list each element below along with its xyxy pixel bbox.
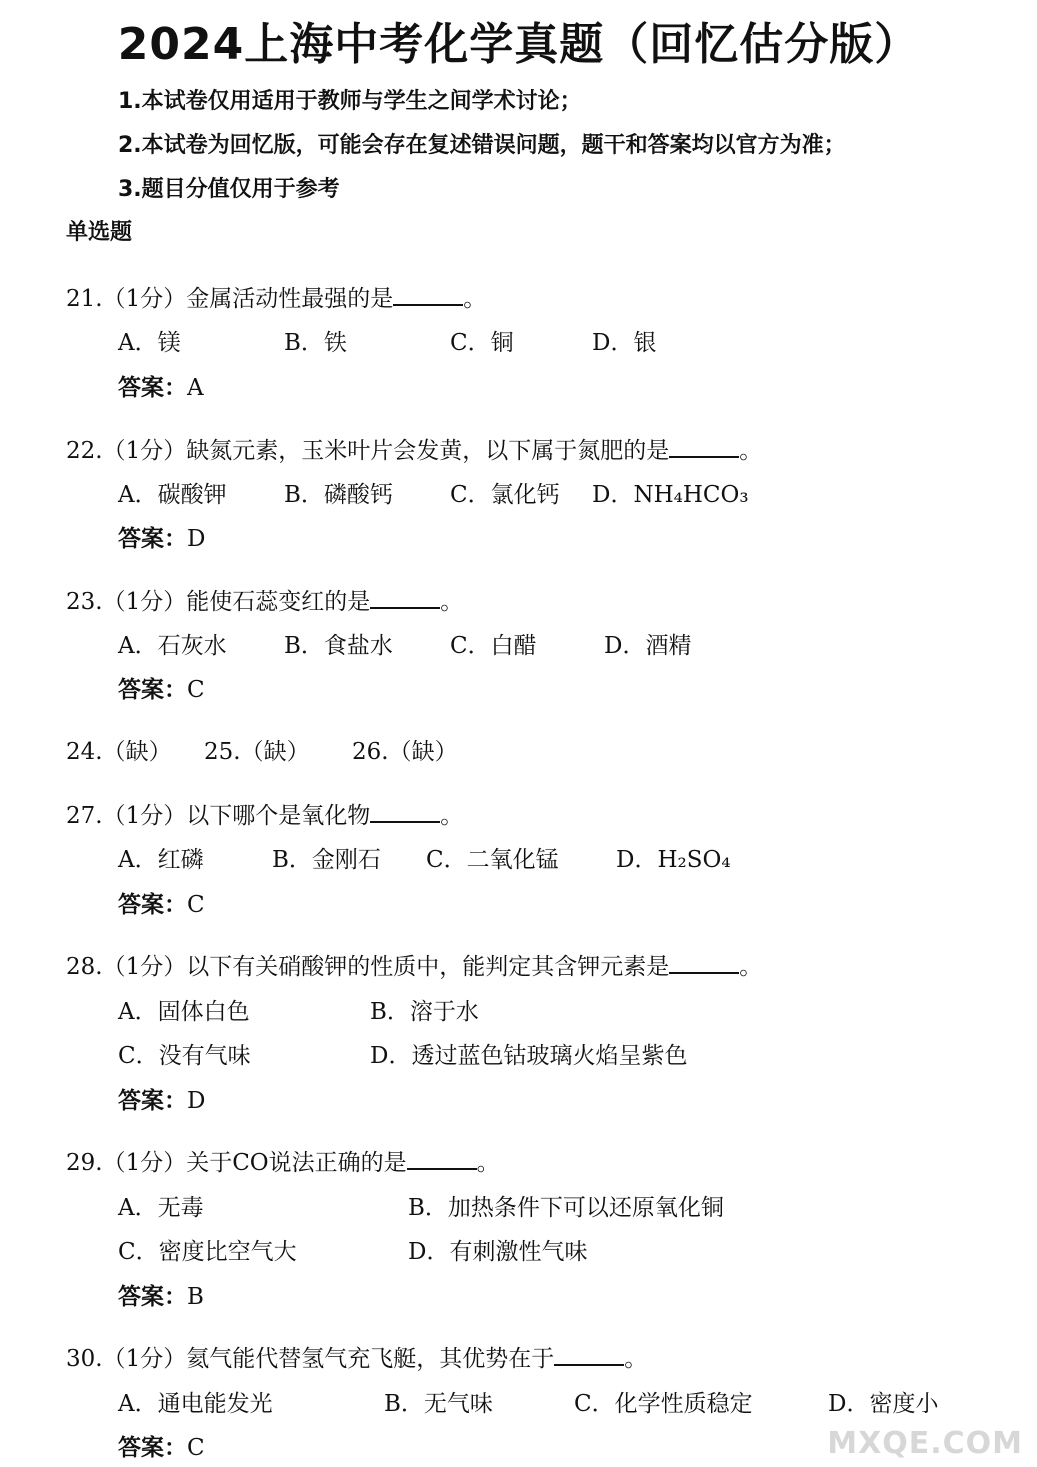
question-28-option-d: D．透过蓝色钴玻璃火焰呈紫色 [370, 1043, 688, 1069]
answer-blank [554, 1344, 624, 1366]
answer-blank [669, 436, 739, 458]
question-21-stem: 21.（1分）金属活动性最强的是 。 [66, 286, 487, 312]
question-29-option-d: D．有刺激性气味 [408, 1239, 588, 1265]
notice-1: 1.本试卷仅用适用于教师与学生之间学术讨论； [118, 89, 582, 114]
question-21-option-d: D．银 [592, 330, 657, 356]
question-28-answer: 答案：D [118, 1088, 206, 1114]
answer-blank [407, 1148, 477, 1170]
question-23-option-c: C．白醋 [450, 633, 537, 659]
question-21-option-a: A．镁 [118, 330, 181, 356]
answer-blank [669, 952, 739, 974]
answer-blank [370, 587, 440, 609]
page-title: 2024上海中考化学真题（回忆估分版） [117, 19, 920, 70]
answer-blank [370, 801, 440, 823]
question-23-answer: 答案：C [118, 677, 205, 703]
answer-blank [393, 284, 463, 306]
question-30-option-c: C．化学性质稳定 [574, 1391, 753, 1417]
notice-2: 2.本试卷为回忆版，可能会存在复述错误问题，题干和答案均以官方为准； [118, 133, 846, 158]
question-29-option-b: B．加热条件下可以还原氧化铜 [408, 1195, 724, 1221]
question-30-option-a: A．通电能发光 [118, 1391, 273, 1417]
question-27-stem: 27.（1分）以下哪个是氧化物 。 [66, 803, 464, 829]
question-27-option-c: C．二氧化锰 [426, 847, 559, 873]
question-29-option-c: C．密度比空气大 [118, 1239, 297, 1265]
question-22-stem: 22.（1分）缺氮元素，玉米叶片会发黄，以下属于氮肥的是 。 [66, 438, 763, 464]
question-30-option-b: B．无气味 [384, 1391, 493, 1417]
notice-3: 3.题目分值仅用于参考 [118, 177, 340, 202]
question-21-option-b: B．铁 [284, 330, 347, 356]
question-21-option-c: C．铜 [450, 330, 514, 356]
section-heading: 单选题 [66, 220, 133, 245]
question-28-option-b: B．溶于水 [370, 999, 479, 1025]
question-30-stem: 30.（1分）氦气能代替氢气充飞艇，其优势在于 。 [66, 1346, 648, 1372]
question-23-option-b: B．食盐水 [284, 633, 393, 659]
question-27-option-b: B．金刚石 [272, 847, 381, 873]
question-27-option-d: D．H₂SO₄ [616, 847, 731, 873]
question-27-answer: 答案：C [118, 892, 205, 918]
question-29-option-a: A．无毒 [118, 1195, 204, 1221]
missing-question-24: 24.（缺） [66, 739, 172, 765]
missing-question-26: 26.（缺） [352, 739, 458, 765]
question-30-option-d: D．密度小 [828, 1391, 939, 1417]
missing-question-25: 25.（缺） [204, 739, 310, 765]
question-22-option-b: B．磷酸钙 [284, 482, 393, 508]
question-22-option-d: D．NH₄HCO₃ [592, 482, 749, 508]
question-28-option-c: C．没有气味 [118, 1043, 251, 1069]
question-27-option-a: A．红磷 [118, 847, 204, 873]
question-21-answer: 答案：A [118, 375, 204, 401]
question-22-answer: 答案：D [118, 526, 206, 552]
question-28-option-a: A．固体白色 [118, 999, 250, 1025]
question-29-stem: 29.（1分）关于CO说法正确的是 。 [66, 1150, 500, 1176]
question-22-option-a: A．碳酸钾 [118, 482, 227, 508]
watermark: MXQE.COM [827, 1426, 1023, 1461]
question-23-stem: 23.（1分）能使石蕊变红的是 。 [66, 589, 464, 615]
question-30-answer: 答案：C [118, 1435, 205, 1461]
question-22-option-c: C．氯化钙 [450, 482, 560, 508]
question-23-option-d: D．酒精 [604, 633, 692, 659]
question-23-option-a: A．石灰水 [118, 633, 227, 659]
question-29-answer: 答案：B [118, 1284, 204, 1310]
question-28-stem: 28.（1分）以下有关硝酸钾的性质中，能判定其含钾元素是 。 [66, 954, 763, 980]
